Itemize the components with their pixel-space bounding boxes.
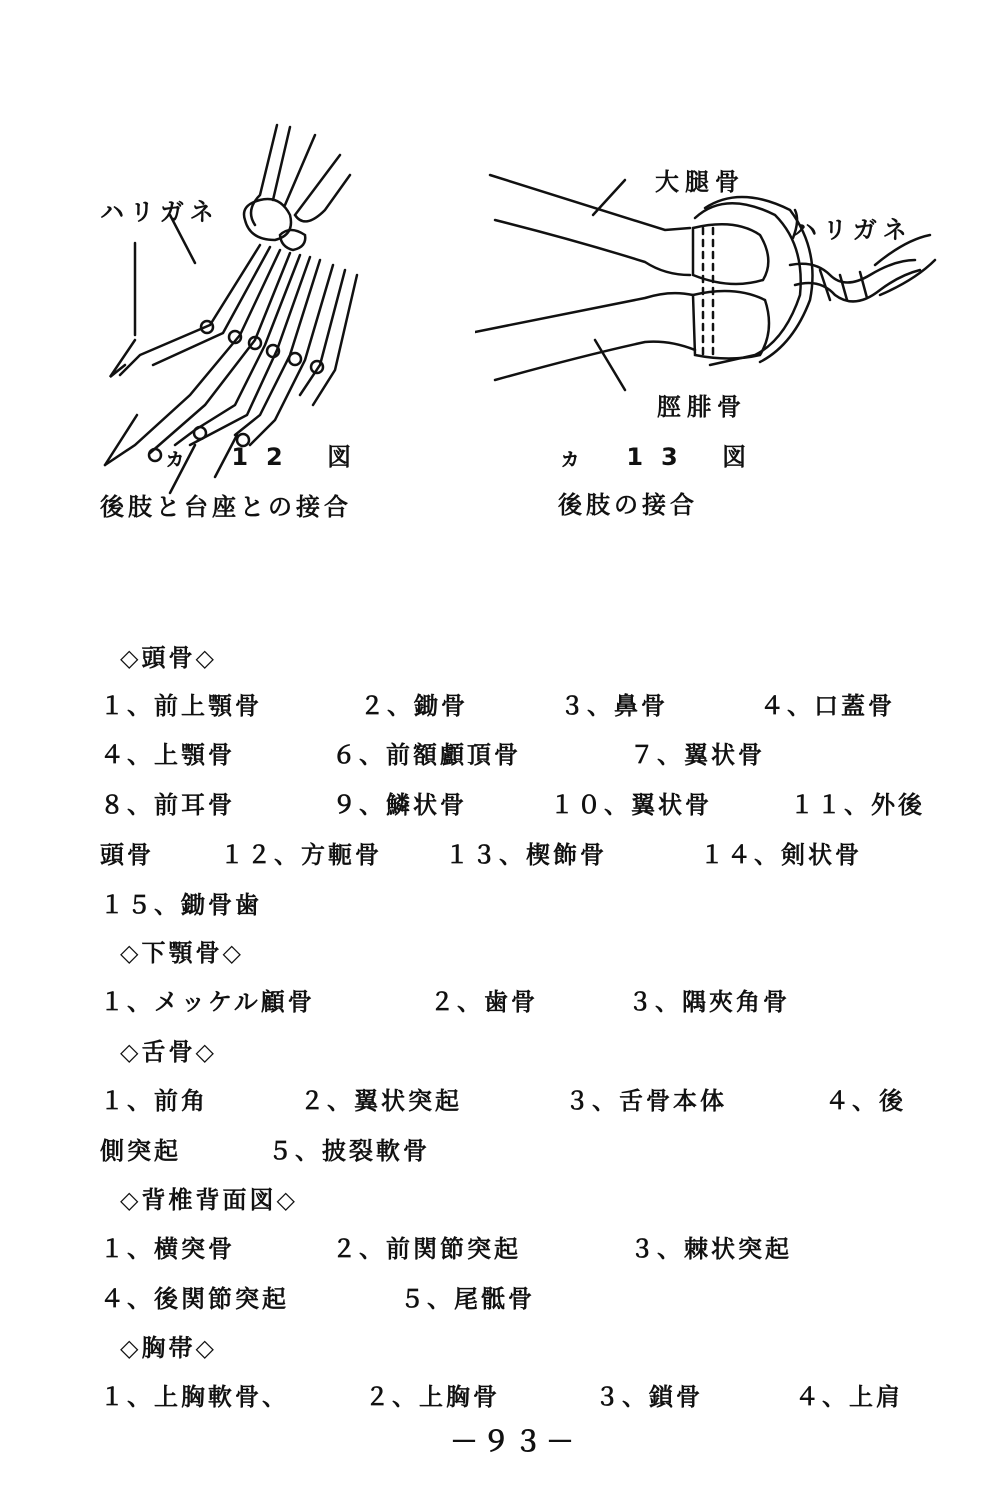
section-heading-pectoral-girdle: ◇胸帯◇ — [120, 1334, 217, 1362]
text-segment: １、横突骨 — [100, 1235, 235, 1263]
figure-13-label-tibia: 脛腓骨 — [657, 393, 747, 421]
text-segment: ４、後 — [825, 1087, 906, 1115]
text-segment: ６、前額顱頂骨 — [332, 741, 521, 769]
text-segment: １、前上顎骨 — [100, 692, 262, 720]
text-segment: １、前角 — [100, 1087, 208, 1115]
text-segment: ３、舌骨本体 — [565, 1087, 727, 1115]
text-segment: ２、前関節突起 — [332, 1235, 521, 1263]
text-segment: ４、上顎骨 — [100, 741, 235, 769]
text-segment: ７、翼状骨 — [630, 741, 765, 769]
figure-13 — [475, 150, 945, 530]
figure-12-caption: 後肢と台座との接合 — [100, 493, 352, 521]
figure-13-label-femur: 大腿骨 — [655, 168, 745, 196]
section-heading-mandible: ◇下顎骨◇ — [120, 939, 244, 967]
text-segment: １４、剣状骨 — [700, 841, 862, 869]
section-heading-skull: ◇頭骨◇ — [120, 644, 217, 672]
figure-13-caption: 後肢の接合 — [558, 491, 698, 519]
text-segment: ３、棘状突起 — [630, 1235, 792, 1263]
text-segment: １、上胸軟骨、 — [100, 1383, 289, 1411]
figure-13-label-wire: ハリガネ — [793, 216, 913, 244]
text-segment: １０、翼状骨 — [550, 791, 712, 819]
text-segment: ５、披裂軟骨 — [268, 1137, 430, 1165]
figure-13-drawing — [475, 150, 945, 530]
text-segment: ５、尾骶骨 — [400, 1285, 535, 1313]
text-segment: ２、歯骨 — [430, 988, 538, 1016]
text-segment: ２、翼状突起 — [300, 1087, 462, 1115]
text-segment: ４、上肩 — [795, 1383, 903, 1411]
text-segment: １、メッケル顧骨 — [100, 988, 315, 1016]
section-heading-dorsal-vertebra: ◇背椎背面図◇ — [120, 1186, 298, 1214]
figure-12 — [95, 115, 475, 535]
text-segment: １３、楔飾骨 — [445, 841, 607, 869]
text-segment: １１、外後 — [790, 791, 925, 819]
text-segment: １５、鋤骨歯 — [100, 891, 262, 919]
text-segment: ４、口蓋骨 — [760, 692, 895, 720]
text-segment: ３、隅夾角骨 — [628, 988, 790, 1016]
text-segment: ９、鱗状骨 — [332, 791, 467, 819]
text-segment: 頭骨 — [100, 841, 154, 869]
page-number: －９３－ — [450, 1425, 579, 1458]
figure-12-drawing — [95, 115, 475, 535]
figure-12-number: ヵ 12 図 — [163, 443, 370, 471]
text-segment: ４、後関節突起 — [100, 1285, 289, 1313]
figure-13-number: ヵ 13 図 — [558, 443, 765, 471]
text-segment: ３、鎖骨 — [595, 1383, 703, 1411]
text-segment: １２、方軛骨 — [220, 841, 382, 869]
section-heading-hyoid: ◇舌骨◇ — [120, 1038, 217, 1066]
text-segment: ２、上胸骨 — [365, 1383, 500, 1411]
figure-12-label-wire: ハリガネ — [100, 198, 220, 226]
text-segment: 側突起 — [100, 1137, 181, 1165]
text-segment: ３、鼻骨 — [560, 692, 668, 720]
text-segment: ８、前耳骨 — [100, 791, 235, 819]
text-segment: ２、鋤骨 — [360, 692, 468, 720]
